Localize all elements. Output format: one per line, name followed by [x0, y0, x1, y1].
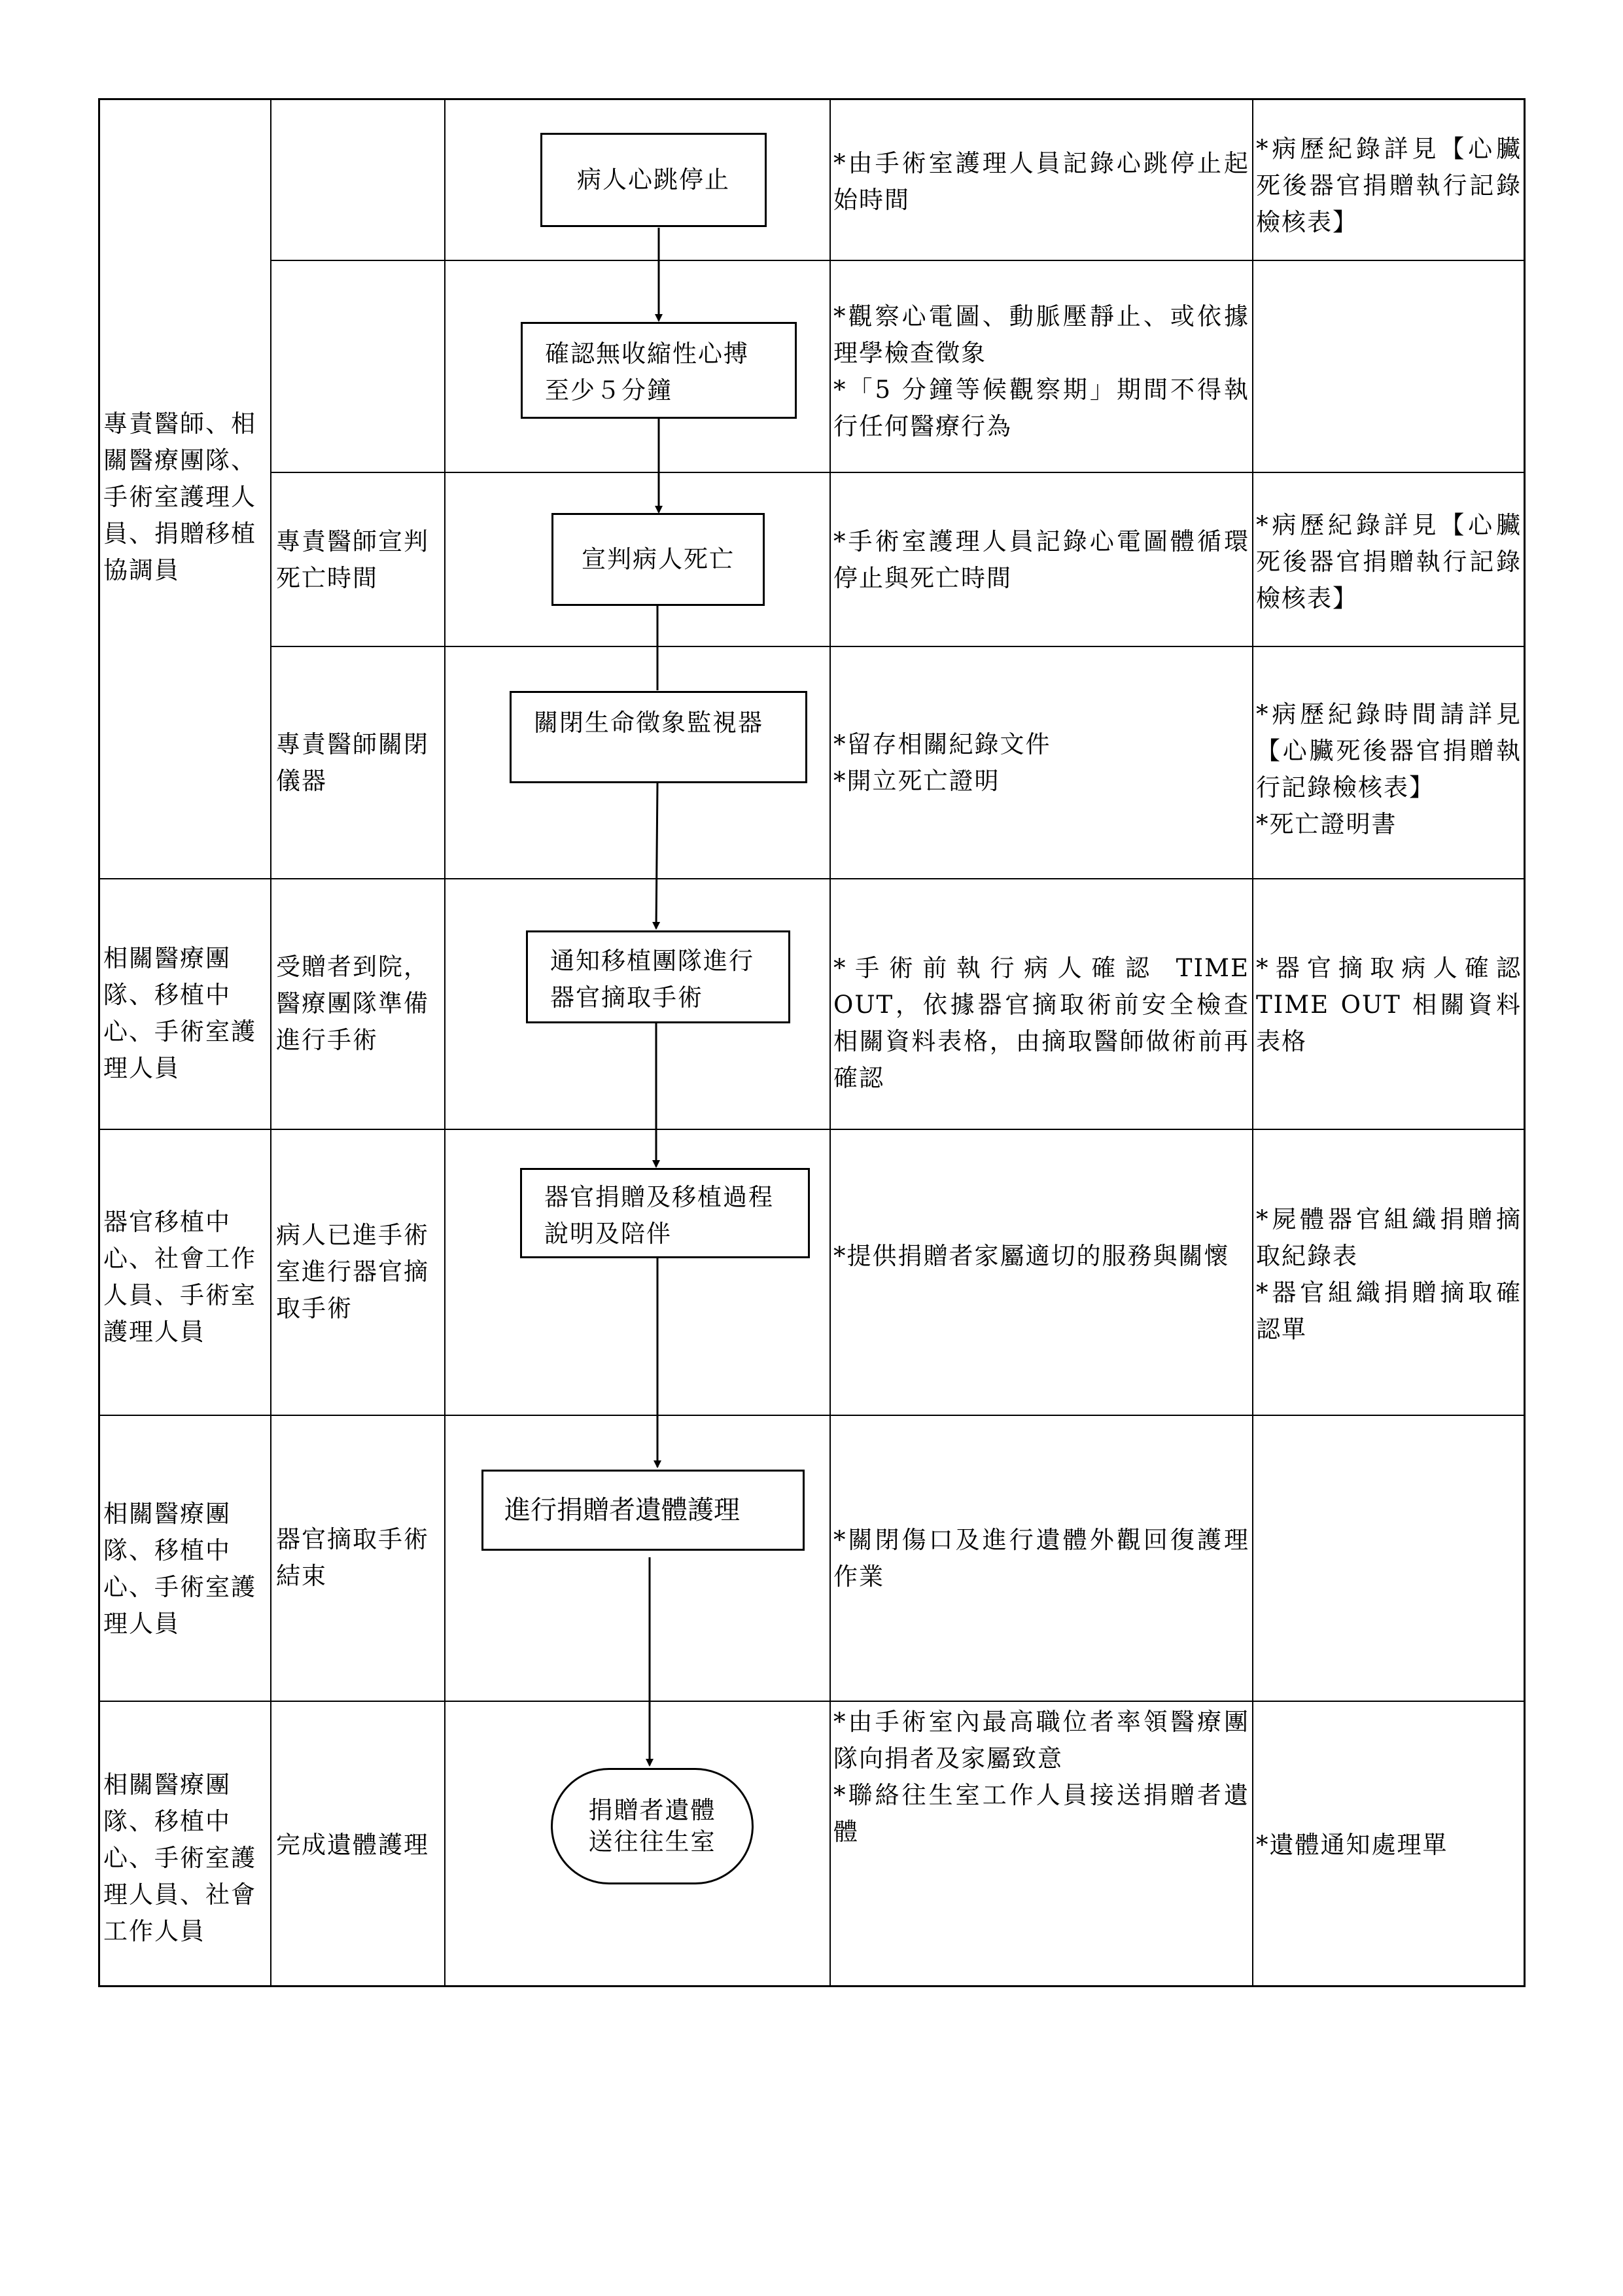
note-text: *提供捐贈者家屬適切的服務與關懷: [833, 1242, 1230, 1270]
flow-step-cardiac-arrest: [540, 133, 767, 227]
flow-step-notify-transplant-team: [526, 930, 790, 1023]
responsible-row-6: [103, 1204, 267, 1351]
record-row-1: [1256, 131, 1522, 241]
record-row-6: [1256, 1201, 1522, 1348]
note-row-6: [833, 1238, 1249, 1275]
record-row-4: [1256, 696, 1522, 843]
flow-step-body-care: [481, 1470, 805, 1551]
responsible-text: 專責醫師、相關醫療團隊、手術室護理人員、捐贈移植協調員: [103, 410, 256, 584]
flow-step-label-line2: 送往往生室: [588, 1828, 716, 1856]
note-text: *「5 分鐘等候觀察期」期間不得執行任何醫療行為: [833, 376, 1249, 440]
flow-step-label-line2: 說明及陪伴: [544, 1220, 672, 1248]
arrow-4: [656, 783, 657, 928]
note-text: *觀察心電圖、動脈壓靜止、或依據理學檢查徵象: [833, 302, 1249, 367]
action-row-5: [276, 949, 441, 1059]
note-row-4: [833, 726, 1249, 800]
action-text: 病人已進手術室進行器官摘取手術: [276, 1221, 429, 1322]
responsible-row-5: [103, 940, 267, 1087]
flow-step-declare-death: [551, 513, 765, 606]
responsible-text: 相關醫療團隊、移植中心、手術室護理人員: [103, 944, 256, 1082]
flow-step-label-line2: 至少５分鐘: [545, 376, 672, 404]
record-text: *病歷紀錄詳見【心臟死後器官捐贈執行記錄檢核表】: [1256, 511, 1522, 612]
flow-step-transfer-to-mortuary: [551, 1768, 754, 1884]
record-text: *器官摘取病人確認 TIME OUT 相關資料表格: [1256, 954, 1522, 1055]
action-text: 完成遺體護理: [276, 1831, 429, 1859]
record-row-3: [1256, 507, 1522, 617]
note-row-3: [833, 523, 1249, 597]
flow-step-label: 關閉生命徵象監視器: [534, 709, 763, 737]
flow-step-label-line1: 確認無收縮性心搏: [545, 340, 749, 368]
action-row-6: [276, 1217, 441, 1327]
note-row-2: [833, 298, 1249, 445]
flow-step-close-monitor: [510, 691, 807, 783]
action-text: 受贈者到院，醫療團隊準備進行手術: [276, 953, 429, 1054]
action-text: 專責醫師關閉儀器: [276, 730, 429, 795]
action-row-7: [276, 1521, 441, 1595]
flow-step-label: 病人心跳停止: [577, 166, 730, 194]
note-text: *關閉傷口及進行遺體外觀回復護理作業: [833, 1526, 1249, 1591]
note-text: *開立死亡證明: [833, 767, 1000, 795]
action-row-8: [276, 1827, 441, 1863]
flow-step-label: 宣判病人死亡: [582, 545, 735, 573]
note-row-1: [833, 145, 1249, 219]
note-row-5: [833, 950, 1249, 1097]
record-text: *屍體器官組織捐贈摘取紀錄表: [1256, 1205, 1522, 1270]
flow-step-explain-and-accompany: [520, 1168, 810, 1258]
responsible-text: 相關醫療團隊、移植中心、手術室護理人員: [103, 1500, 256, 1638]
flow-step-confirm-asystole: [521, 322, 797, 419]
note-text: *聯絡往生室工作人員接送捐贈者遺體: [833, 1781, 1249, 1846]
note-text: *由手術室護理人員記錄心跳停止起始時間: [833, 149, 1249, 214]
record-text: *病歷紀錄時間請詳見【心臟死後器官捐贈執行記錄檢核表】: [1256, 700, 1522, 802]
record-text: *器官組織捐贈摘取確認單: [1256, 1279, 1522, 1343]
record-row-5: [1256, 950, 1522, 1060]
responsible-text: 相關醫療團隊、移植中心、手術室護理人員、社會工作人員: [103, 1771, 256, 1945]
action-row-3: [276, 523, 441, 597]
flow-step-label-line1: 捐贈者遺體: [588, 1796, 716, 1824]
responsible-row-7: [103, 1496, 267, 1642]
responsible-row-8: [103, 1767, 267, 1950]
record-text: *遺體通知處理單: [1256, 1831, 1448, 1859]
record-text: *死亡證明書: [1256, 810, 1397, 838]
note-text: *由手術室內最高職位者率領醫療團隊向捐者及家屬致意: [833, 1708, 1249, 1773]
flow-step-label-line1: 通知移植團隊進行: [550, 947, 754, 975]
flow-step-label-line1: 器官捐贈及移植過程: [544, 1183, 774, 1211]
record-text: *病歷紀錄詳見【心臟死後器官捐贈執行記錄檢核表】: [1256, 135, 1522, 236]
note-row-7: [833, 1522, 1249, 1595]
note-text: *留存相關紀錄文件: [833, 730, 1051, 758]
flow-step-label-line2: 器官摘取手術: [550, 983, 703, 1012]
flow-step-label: 進行捐贈者遺體護理: [504, 1495, 740, 1525]
note-text: *手術室護理人員記錄心電圖體循環停止與死亡時間: [833, 527, 1249, 592]
record-row-8: [1256, 1827, 1522, 1863]
note-row-8: [833, 1704, 1249, 1850]
responsible-text: 器官移植中心、社會工作人員、手術室護理人員: [103, 1208, 256, 1346]
action-text: 器官摘取手術結束: [276, 1525, 429, 1590]
note-text: *手術前執行病人確認 TIME OUT，依據器官摘取術前安全檢查相關資料表格，由摘取醫師做術前再確認: [833, 954, 1249, 1092]
action-row-4: [276, 726, 441, 800]
responsible-merged: [103, 406, 267, 589]
action-text: 專責醫師宣判死亡時間: [276, 527, 429, 592]
